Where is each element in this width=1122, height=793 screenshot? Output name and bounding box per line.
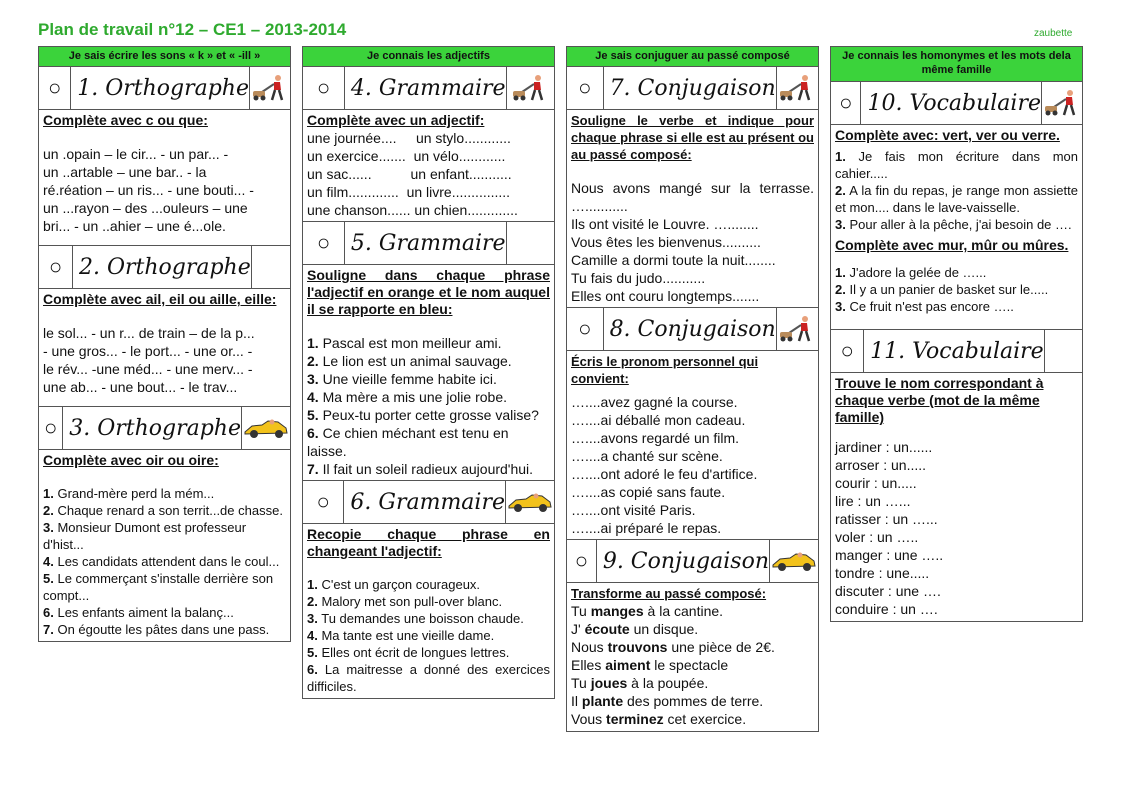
exercise-line: …....avons regardé un film.	[571, 430, 740, 446]
exercise-line: ré.réation – un ris... - une bouti... -	[43, 182, 254, 198]
exercise-line: …....ont visité Paris.	[571, 502, 696, 518]
exercise-item: 3. Monsieur Dumont est professeur d'hist...	[43, 520, 247, 552]
card-title: 3. Orthographe	[63, 407, 242, 449]
exercise-line: conduire : un ….	[835, 601, 938, 617]
exercise-item: 4. Les candidats attendent dans le coul...	[43, 554, 280, 569]
card-title: 6. Grammaire	[344, 481, 506, 523]
exercise-line: un film............. un livre...............	[307, 184, 511, 200]
card-title: 4. Grammaire	[345, 67, 507, 109]
circle-bullet-icon: ○	[39, 246, 73, 288]
exercise-line: Camille a dormi toute la nuit........	[571, 252, 776, 268]
exercise-line: un sac...... un enfant...........	[307, 166, 512, 182]
exercise-item: 2. Il y a un panier de basket sur le.....	[835, 282, 1049, 297]
exercise-item: Tu manges à la cantine.	[571, 603, 724, 619]
exercise-item: J' écoute un disque.	[571, 621, 699, 637]
circle-bullet-icon: ○	[303, 222, 345, 264]
car-icon	[242, 407, 290, 449]
exercise-item: 6. La maitresse a donné des exercices difficiles.	[307, 662, 550, 694]
exercise-item: 1. Je fais mon écriture dans mon cahier.....	[835, 149, 1078, 181]
exercise-line: jardiner : un......	[835, 439, 933, 455]
instruction: Complète avec ail, eil ou aille, eille:	[43, 291, 277, 307]
exercise-line: Tu fais du judo...........	[571, 270, 706, 286]
card-4	[302, 66, 555, 699]
column-vocabulaire	[830, 46, 1083, 622]
exercise-line: Vous êtes les bienvenus..........	[571, 234, 761, 250]
exercise-line: Nous avons mangé sur la terrasse. …...........	[571, 180, 814, 214]
card-10	[830, 81, 1083, 622]
exercise-line: - une gros... - le port... - une or... -	[43, 343, 253, 359]
card-title: 7. Conjugaison	[604, 67, 777, 109]
exercise-item: 1. C'est un garçon courageux.	[307, 577, 481, 592]
exercise-item: 1. J'adore la gelée de …...	[835, 265, 987, 280]
exercise-line: …....ont adoré le feu d'artifice.	[571, 466, 758, 482]
exercise-item: 3. Une vieille femme habite ici.	[307, 371, 497, 387]
exercise-line: le rév... -une méd... - une merv... -	[43, 361, 253, 377]
exercise-line: courir : un.....	[835, 475, 917, 491]
exercise-line: une chanson...... un chien.............	[307, 202, 518, 218]
instruction: Trouve le nom correspondant à chaque verbe (mot de la même famille)	[835, 375, 1044, 425]
exercise-item: Il plante des pommes de terre.	[571, 693, 764, 709]
car-icon	[770, 540, 818, 582]
exercise-item: 7. On égoutte les pâtes dans une pass.	[43, 622, 270, 637]
instruction: Complète avec un adjectif:	[307, 112, 485, 128]
exercise-line: …....as copié sans faute.	[571, 484, 726, 500]
exercise-line: arroser : un.....	[835, 457, 927, 473]
circle-bullet-icon: ○	[39, 67, 71, 109]
exercise-item: 3. Pour aller à la pêche, j'ai besoin de ….	[835, 217, 1072, 232]
circle-bullet-icon: ○	[303, 67, 345, 109]
card-title: 2. Orthographe	[73, 246, 252, 288]
instruction: Souligne le verbe et indique pour chaque phrase si elle est au présent ou au passé composé:	[571, 113, 814, 162]
worker-icon	[1042, 82, 1082, 124]
exercise-line: un ..artable – une bar.. - la	[43, 164, 207, 180]
exercise-line: un .opain – le cir... - un par... -	[43, 146, 229, 162]
exercise-item: Elles aiment le spectacle	[571, 657, 729, 673]
empty-icon-cell	[252, 246, 290, 288]
exercise-line: discuter : une ….	[835, 583, 941, 599]
exercise-line: …....a chanté sur scène.	[571, 448, 723, 464]
exercise-line: un exercice....... un vélo............	[307, 148, 506, 164]
exercise-line: Elles ont couru longtemps.......	[571, 288, 760, 304]
exercise-line: Ils ont visité le Louvre. …........	[571, 216, 759, 232]
exercise-item: 3. Tu demandes une boisson chaude.	[307, 611, 524, 626]
exercise-line: une journée.... un stylo............	[307, 130, 511, 146]
empty-icon-cell	[507, 222, 554, 264]
car-icon	[506, 481, 554, 523]
exercise-item: 6. Les enfants aiment la balanç...	[43, 605, 234, 620]
exercise-line: manger : une …..	[835, 547, 944, 563]
circle-bullet-icon: ○	[831, 330, 864, 372]
exercise-line: lire : un …...	[835, 493, 911, 509]
card-title: 11. Vocabulaire	[864, 330, 1045, 372]
exercise-item: 7. Il fait un soleil radieux aujourd'hui.	[307, 461, 534, 477]
exercise-line: …....ai déballé mon cadeau.	[571, 412, 746, 428]
column-header: Je connais les adjectifs	[302, 46, 555, 67]
author-signature: zaubette	[1034, 28, 1073, 39]
card-7	[566, 66, 819, 732]
instruction: Complète avec mur, mûr ou mûres.	[835, 237, 1069, 253]
card-title: 8. Conjugaison	[604, 308, 777, 350]
page-title: Plan de travail n°12 – CE1 – 2013-2014	[38, 20, 347, 39]
exercise-line: une ab... - une bout... - le trav...	[43, 379, 238, 395]
exercise-item: 5. Le commerçant s'installe derrière son compt...	[43, 571, 274, 603]
worker-icon	[777, 308, 818, 350]
exercise-line: …....avez gagné la course.	[571, 394, 738, 410]
circle-bullet-icon: ○	[567, 308, 604, 350]
exercise-item: Tu joues à la poupée.	[571, 675, 709, 691]
instruction: Complète avec c ou que:	[43, 112, 208, 128]
exercise-item: 2. A la fin du repas, je range mon assiette et mon.... dans le lave-vaisselle.	[835, 183, 1078, 215]
card-title: 5. Grammaire	[345, 222, 507, 264]
circle-bullet-icon: ○	[39, 407, 63, 449]
exercise-item: 2. Le lion est un animal sauvage.	[307, 353, 512, 369]
column-orthographe	[38, 46, 291, 642]
exercise-item: 2. Malory met son pull-over blanc.	[307, 594, 503, 609]
exercise-line: voler : un …..	[835, 529, 919, 545]
worker-icon	[250, 67, 290, 109]
card-title: 10. Vocabulaire	[861, 82, 1042, 124]
column-conjugaison	[566, 46, 819, 732]
exercise-line: le sol... - un r... de train – de la p...	[43, 325, 255, 341]
exercise-item: Nous trouvons une pièce de 2€.	[571, 639, 775, 655]
exercise-item: 4. Ma mère a mis une jolie robe.	[307, 389, 507, 405]
column-grammaire	[302, 46, 555, 699]
exercise-line: …....ai préparé le repas.	[571, 520, 722, 536]
exercise-line: tondre : une.....	[835, 565, 930, 581]
circle-bullet-icon: ○	[567, 67, 604, 109]
exercise-item: 3. Ce fruit n'est pas encore …..	[835, 299, 1014, 314]
worker-icon	[777, 67, 818, 109]
instruction: Complète avec: vert, ver ou verre.	[835, 127, 1060, 143]
exercise-line: ratisser : un …...	[835, 511, 938, 527]
circle-bullet-icon: ○	[831, 82, 861, 124]
column-header: Je connais les homonymes et les mots dela même famille	[830, 46, 1083, 82]
instruction: Recopie chaque phrase en changeant l'adjectif:	[307, 526, 550, 559]
exercise-item: 5. Elles ont écrit de longues lettres.	[307, 645, 510, 660]
card-title: 9. Conjugaison	[597, 540, 770, 582]
card-1	[38, 66, 291, 642]
exercise-item: 1. Pascal est mon meilleur ami.	[307, 335, 502, 351]
exercise-item: 4. Ma tante est une vieille dame.	[307, 628, 495, 643]
column-header: Je sais écrire les sons « k » et « -ill »	[38, 46, 291, 67]
instruction: Transforme au passé composé:	[571, 586, 767, 601]
empty-icon-cell	[1045, 330, 1082, 372]
circle-bullet-icon: ○	[567, 540, 597, 582]
exercise-item: 5. Peux-tu porter cette grosse valise?	[307, 407, 539, 423]
worker-icon	[507, 67, 554, 109]
exercise-item: 2. Chaque renard a son territ...de chasse.	[43, 503, 283, 518]
instruction: Souligne dans chaque phrase l'adjectif en orange et le nom auquel il se rapporte en bleu:	[307, 267, 550, 317]
column-header: Je sais conjuguer au passé composé	[566, 46, 819, 67]
exercise-item: 6. Ce chien méchant est tenu en laisse.	[307, 425, 509, 459]
card-title: 1. Orthographe	[71, 67, 250, 109]
exercise-item: Vous terminez cet exercice.	[571, 711, 747, 727]
instruction: Écris le pronom personnel qui convient:	[571, 354, 759, 386]
circle-bullet-icon: ○	[303, 481, 344, 523]
instruction: Complète avec oir ou oire:	[43, 452, 219, 468]
exercise-line: un ...rayon – des ...ouleurs – une	[43, 200, 248, 216]
exercise-item: 1. Grand-mère perd la mém...	[43, 486, 215, 501]
exercise-line: bri... - un ..ahier – une é...ole.	[43, 218, 226, 234]
